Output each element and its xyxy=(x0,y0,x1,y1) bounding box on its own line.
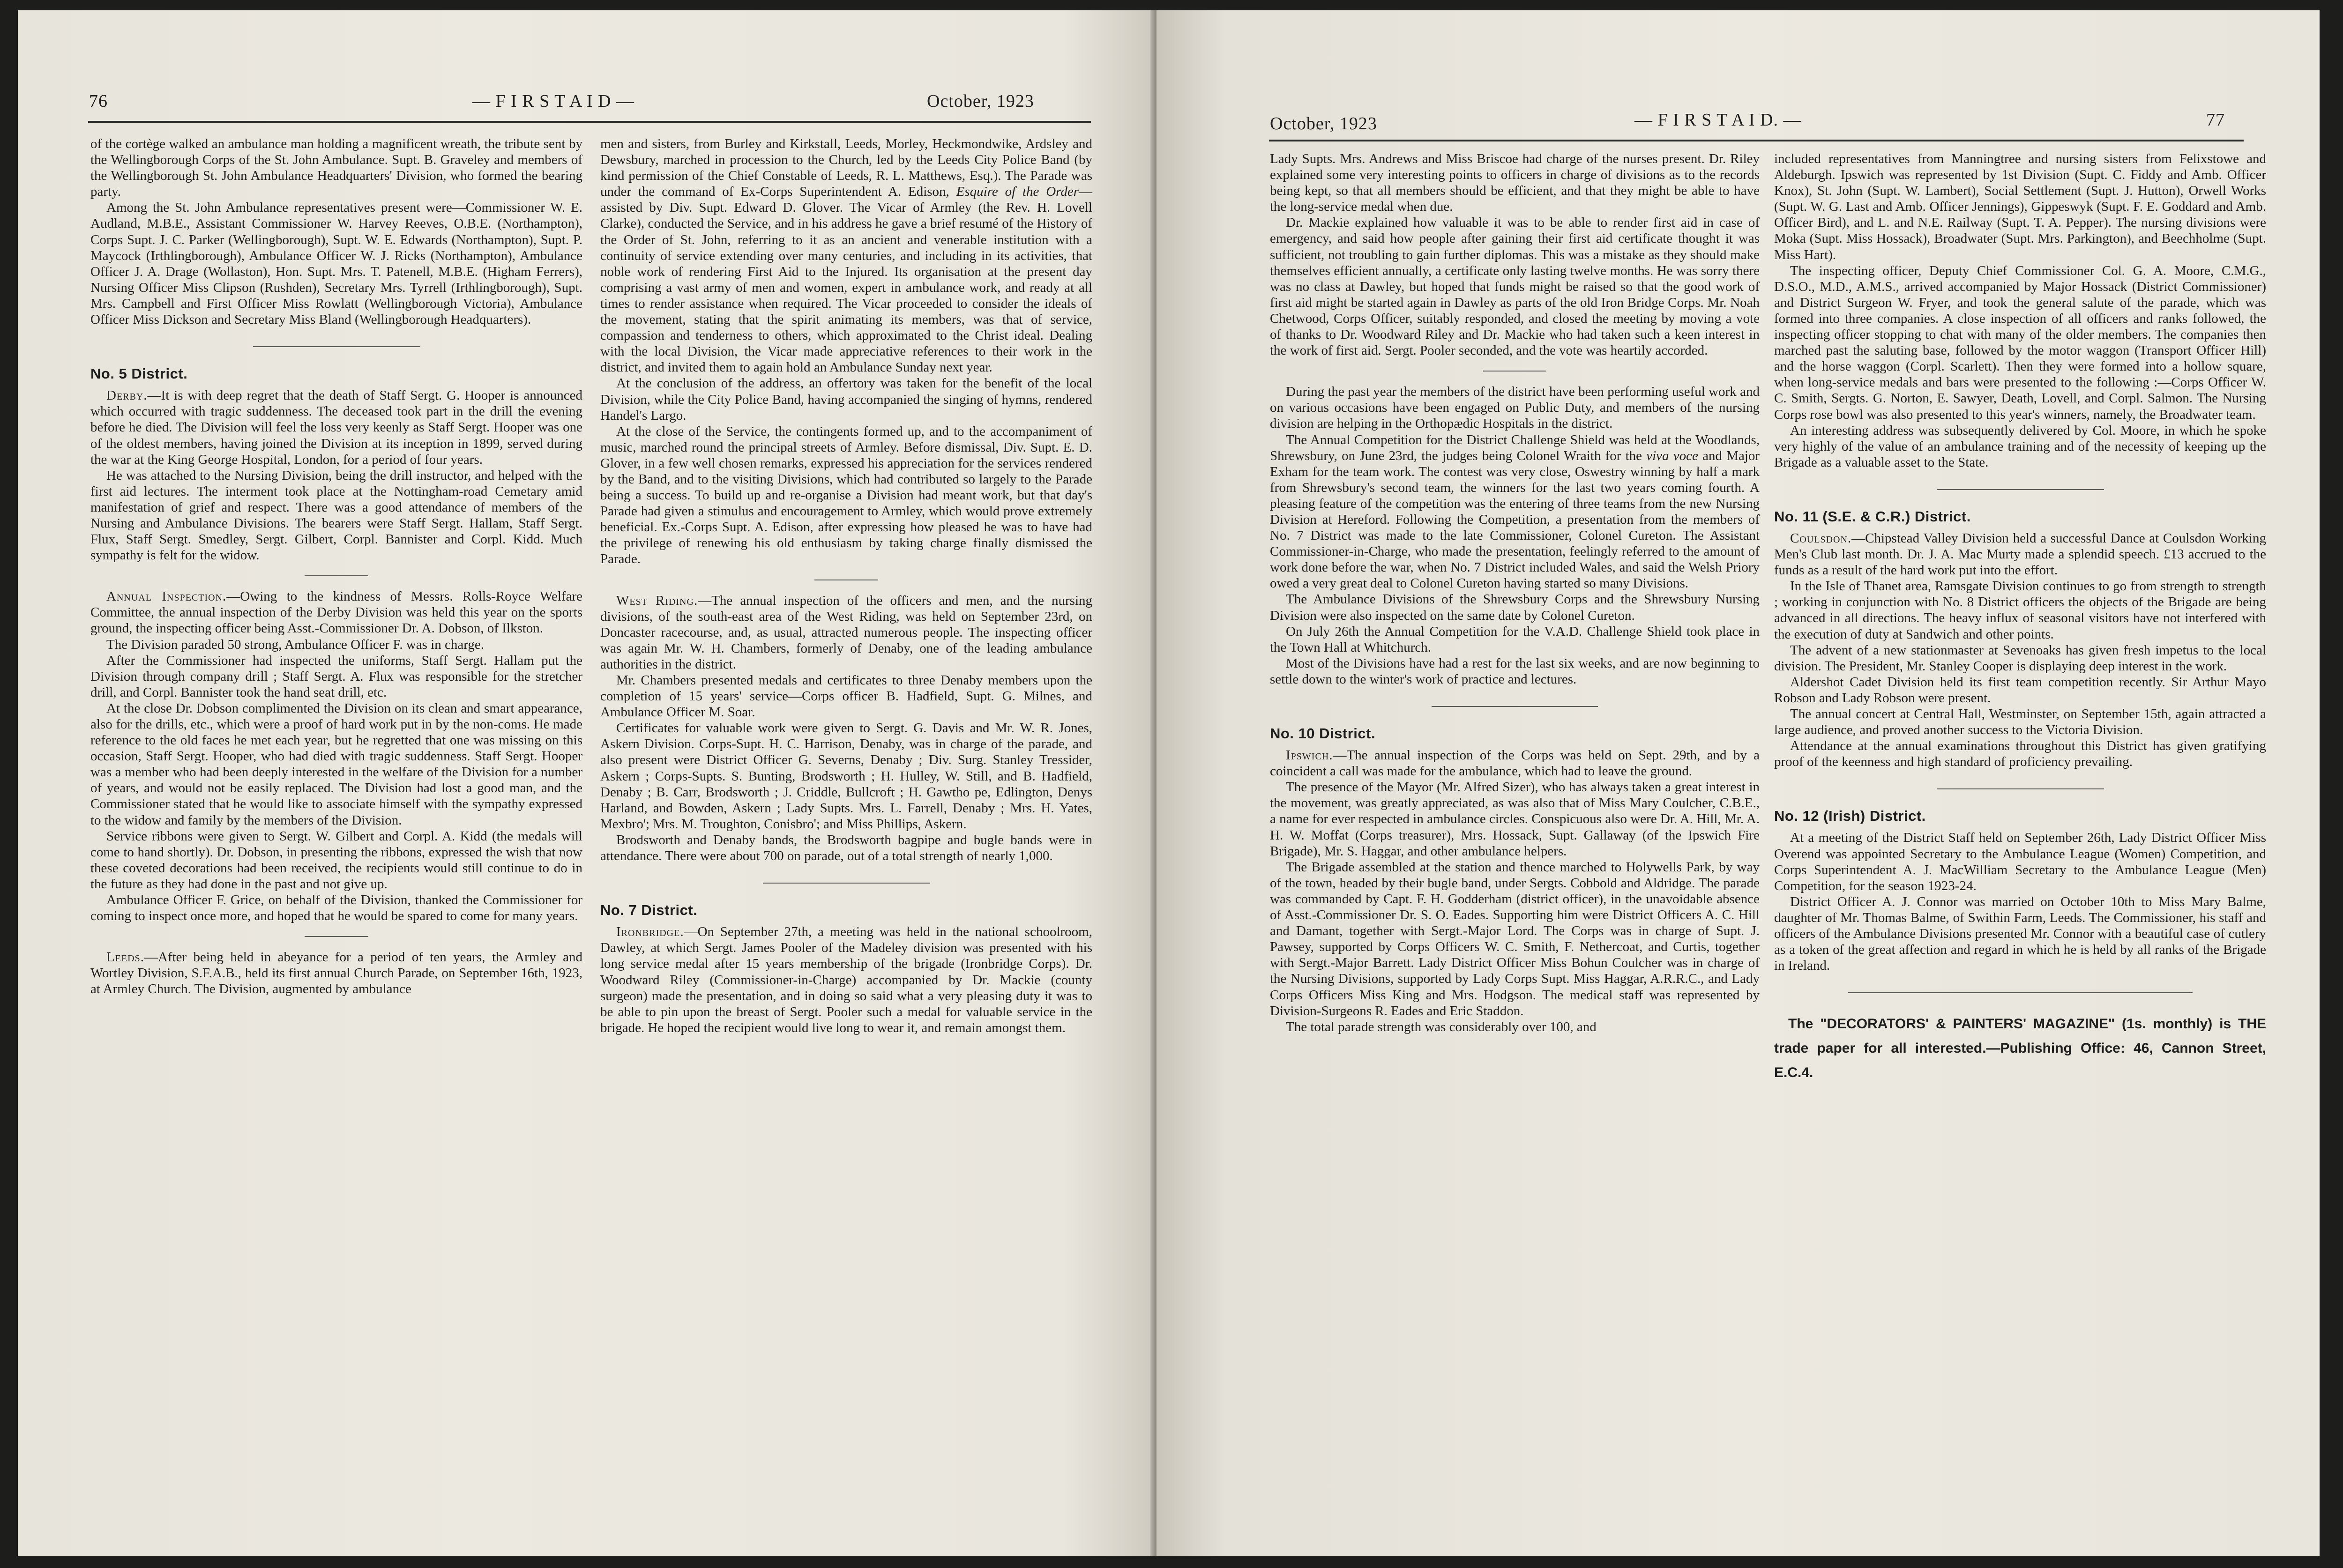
divider xyxy=(1937,489,2104,490)
paragraph: On July 26th the Annual Competition for the V.A.D. Challenge Shield took place in the Town Hall at Whitchurch. xyxy=(1270,624,1760,655)
running-title: — F I R S T A I D. — xyxy=(1634,110,1802,130)
paragraph: At a meeting of the District Staff held on September 26th, Lady District Officer Miss Overend was appointed Secretary to the Ambulance League (Women) Competition, and Corps Superintendent A. J. MacWilliam Secretary to the Ambulance League (Men) Competition, for the season 1923-24. xyxy=(1774,830,2266,893)
header-rule xyxy=(88,121,1091,123)
section-heading: No. 11 (S.E. & C.R.) District. xyxy=(1774,508,1971,525)
paragraph: The Annual Competition for the District Challenge Shield was held at the Woodlands, Shrewsbury, on June 23rd, the judges being Colonel Wraith for the viva voce and Major Exham for the team work. The contest was very close, Oswestry winning by half a mark from Shrewsbury's second team, the winners for the last two years coming fourth. A pleasing feature of the competition was the entering of three teams from the new Nursing Division at Hereford. Following the Competition, a presentation from the members of No. 7 District was made to the late Commissioner, Colonel Cureton. The Assistant Commissioner-in-Charge, who made the presentation, feelingly referred to the amount of work done before the war, when No. 7 District included Wales, and said the Welsh Priory owed a very great deal to Colonel Cureton having started so many Divisions. xyxy=(1270,432,1760,591)
paragraph: Coulsdon.—Chipstead Valley Division held a successful Dance at Coulsdon Working Men's Club last month. Dr. J. A. Mac Murty made a splendid speech. £13 accrued to the funds as a result of the hard work put into the effort. xyxy=(1774,530,2266,578)
paragraph: The Brigade assembled at the station and thence marched to Holywells Park, by way of the town, headed by their bugle band, under Sergts. Cobbold and Aldridge. The parade was commanded by Capt. F. H. Godderham (district officer), in the unavoidable absence of Asst.-Commissioner Dr. S. O. Eades. Supporting him were District Officers A. C. Hill and Damant, together with Sergt.-Major Lord. The Corps was in charge of Supt. J. Pawsey, supported by Corps Officers W. C. Smith, F. Nethercoat, and Curtis, together with Sergt.-Major Barrett. Lady District Officer Miss Bohun Coulcher was in charge of the Nursing Divisions, supported by Lady Corps Supt. Miss Haggar, A.R.R.C., and Lady Corps Officers Miss King and Mrs. Hodgson. The medical staff was represented by Division-Surgeons R. Eades and Eric Staddon. xyxy=(1270,859,1760,1018)
right-column-2 xyxy=(1774,151,2266,1085)
paragraph: The Division paraded 50 strong, Ambulance Officer F. was in charge. xyxy=(106,637,484,652)
run-in-heading: Annual Inspection. xyxy=(106,589,227,604)
section-heading: No. 7 District. xyxy=(600,902,698,919)
left-page xyxy=(18,10,1154,1556)
paragraph: Mr. Chambers presented medals and certificates to three Denaby members upon the completion of 15 years' service—Corps officer B. Hadfield, Supt. G. Milnes, and Ambulance Officer M. Soar. xyxy=(600,673,1092,720)
left-column-1 xyxy=(90,136,582,997)
paragraph: Ambulance Officer F. Grice, on behalf of the Division, thanked the Commissioner for coming to inspect once more, and hoped that he would be spared to come for many years. xyxy=(90,892,582,924)
run-in-heading: Derby. xyxy=(106,388,148,403)
left-column-2 xyxy=(600,136,1092,1036)
paragraph: Aldershot Cadet Division held its first team competition recently. Sir Arthur Mayo Robson and Lady Robson were present. xyxy=(1774,674,2266,706)
header-rule xyxy=(1269,140,2244,141)
paragraph: The advent of a new stationmaster at Sevenoaks has given fresh impetus to the local division. The President, Mr. Stanley Cooper is displaying deep interest in the work. xyxy=(1774,642,2266,674)
paragraph: At the close Dr. Dobson complimented the Division on its clean and smart appearance, also for the drills, etc., which were a proof of hard work put in by the non-coms. He made reference to the old faces he met each year, but he regretted that one was missing on this occasion, Staff Sergt. Hooper, who had died with tragic suddenness. Staff Sergt. Hooper was a member who had been deeply interested in the welfare of the Division for a number of years, and would not be easily replaced. The Division had lost a good man, and the Commissioner stated that he would like to associate himself with the sympathy expressed to the widow and family by the members of the Division. xyxy=(90,700,582,828)
page-number: 76 xyxy=(89,91,108,111)
running-title: — F I R S T A I D — xyxy=(472,91,634,111)
paragraph: Attendance at the annual examinations throughout this District has given gratifying proof of the keenness and high standard of proficiency prevailing. xyxy=(1774,738,2266,770)
divider xyxy=(253,346,420,347)
divider xyxy=(305,575,369,576)
run-in-heading: Ipswich. xyxy=(1286,748,1333,763)
paragraph: of the cortège walked an ambulance man holding a magnificent wreath, the tribute sent by the Wellingborough Corps of the St. John Ambulance. Supt. B. Graveley and members of the Wellingborough St. John Ambulance Headquarters' Division, who formed the bearing party. xyxy=(90,136,582,200)
paragraph: Leeds.—After being held in abeyance for a period of ten years, the Armley and Wortley Division, S.F.A.B., held its first annual Church Parade, on September 16th, 1923, at Armley Church. The Division, augmented by ambulance xyxy=(90,950,582,997)
paragraph: West Riding.—The annual inspection of the officers and men, and the nursing divisions, of the south-east area of the West Riding, was held on September 23rd, on Doncaster racecourse, and, as usual, attracted numerous people. The inspecting officer was again Mr. W. H. Chambers, formerly of Denaby, one of the leading ambulance authorities in the district. xyxy=(600,593,1093,672)
advertisement: The "DECORATORS' & PAINTERS' MAGAZINE" (1s. monthly) is THE trade paper for all interested.—Publishing Office: 46, Cannon Street, E.C.4. xyxy=(1774,1016,2266,1081)
divider xyxy=(763,883,930,884)
paragraph: Annual Inspection.—Owing to the kindness of Messrs. Rolls-Royce Welfare Committee, the annual inspection of the Derby Division was held this year on the sports ground, the inspecting officer being Asst.-Commissioner Dr. A. Dobson, of Ilkston. xyxy=(90,589,582,636)
paragraph: After the Commissioner had inspected the uniforms, Staff Sergt. Hallam put the Division through company drill ; Staff Sergt. A. Flux was responsible for the stretcher drill, and Corpl. Bannister took the hand seat drill, etc. xyxy=(90,653,582,700)
run-in-heading: Ironbridge. xyxy=(616,924,684,940)
paragraph: Certificates for valuable work were given to Sergt. G. Davis and Mr. W. R. Jones, Askern Division. Corps-Supt. H. C. Harrison, Denaby, was in charge of the parade, and also present were District Officer G. Severns, Denaby ; Div. Surg. Stanley Tressider, Askern ; Corps-Supts. S. Bunting, Brodsworth ; H. Hulley, W. Still, and B. Hadfield, Denaby ; B. Carr, Brodsworth ; J. Criddle, Bullcroft ; H. Gawtho pe, Edlington, Denys Harland, and Bowden, Askern ; Lady Supts. Mrs. L. Farrell, Denaby ; Mrs. H. Yates, Mexbro'; Mrs. M. Troughton, Conisbro'; and Miss Phillips, Askern. xyxy=(600,721,1092,832)
paragraph: The total parade strength was considerably over 100, and xyxy=(1286,1019,1597,1034)
page-number: 77 xyxy=(2206,110,2225,130)
paragraph: The annual concert at Central Hall, Westminster, on September 15th, again attracted a large audience, and proved another success to the Victoria Division. xyxy=(1774,706,2266,738)
paragraph: In the Isle of Thanet area, Ramsgate Division continues to go from strength to strength ; working in conjunction with No. 8 District officers the objects of the Brigade are being advanced in all directions. The heavy influx of seasonal visitors have not interfered with the execution of duty at Sandwich and other points. xyxy=(1774,579,2266,642)
paragraph: Dr. Mackie explained how valuable it was to be able to render first aid in case of emergency, and said how people after gaining their first aid certificate thought it was sufficient, not troubling to gain further diplomas. This was a mistake as they should make themselves efficient annually, a certificate only lasting twelve months. He was sorry there was no class at Dawley, but hoped that funds might be raised so that the good work of first aid might be started again in Dawley as parts of the old Iron Bridge Corps. Mr. Noah Chetwood, Corps Officer, suitably responded, and closed the meeting by moving a vote of thanks to Dr. Woodward Riley and Dr. Mackie who had taken such a keen interest in the work of first aid. Sergt. Pooler seconded, and the vote was heartily accorded. xyxy=(1270,215,1760,358)
paragraph: He was attached to the Nursing Division, being the drill instructor, and helped with the first aid lectures. The interment took place at the Nottingham-road Cemetary amid manifestation of grief and respect. There was a good attendance of members of the Nursing and Ambulance Divisions. The bearers were Staff Sergt. Hallam, Staff Sergt. Flux, Staff Sergt. Smedley, Sergt. Gilbert, Corpl. Bannister and Corpl. Kidd. Much sympathy is felt for the widow. xyxy=(90,468,582,563)
section-heading: No. 10 District. xyxy=(1270,725,1376,742)
right-page xyxy=(1157,10,2320,1556)
run-in-heading: Coulsdon. xyxy=(1790,530,1852,546)
issue-date: October, 1923 xyxy=(1270,114,1377,134)
paragraph: The Ambulance Divisions of the Shrewsbury Corps and the Shrewsbury Nursing Division were also inspected on the same date by Colonel Cureton. xyxy=(1270,592,1760,623)
paragraph: Lady Supts. Mrs. Andrews and Miss Briscoe had charge of the nurses present. Dr. Riley explained some very interesting points to officers in charge of divisions as to the records being kept, so that all members should be efficient, and that they might be able to have the long-service medal when due. xyxy=(1270,151,1760,215)
divider xyxy=(1432,706,1598,707)
paragraph: Brodsworth and Denaby bands, the Brodsworth bagpipe and bugle bands were in attendance. There were about 700 on parade, out of a total strength of nearly 1,000. xyxy=(600,832,1092,864)
right-column-1 xyxy=(1270,151,1760,1035)
paragraph: Most of the Divisions have had a rest for the last six weeks, and are now beginning to settle down to the winter's work of practice and lectures. xyxy=(1270,655,1760,687)
paragraph: Service ribbons were given to Sergt. W. Gilbert and Corpl. A. Kidd (the medals will come to hand shortly). Dr. Dobson, in presenting the ribbons, expressed the wish that now these coveted decorations had been received, the recipients would still continue to do in the future as they had done in the past and not give up. xyxy=(90,828,582,892)
paragraph: included representatives from Manningtree and nursing sisters from Felixstowe and Aldeburgh. Ipswich was represented by 1st Division (Supt. C. Fiddy and Amb. Officer Knox), St. John (Supt. W. Lambert), Social Settlement (Supt. J. Hutton), Orwell Works (Supt. W. G. Last and Amb. Officer Jennings), Gippeswyk (Supt. F. E. Goddard and Amb. Officer Bird), and L. and N.E. Railway (Supt. T. A. Pepper). The nursing divisions were Moka (Supt. Miss Hossack), Broadwater (Supt. Mrs. Parkington), and Beechholme (Supt. Miss Hart). xyxy=(1774,151,2266,262)
run-in-heading: West Riding. xyxy=(616,593,698,608)
paragraph: men and sisters, from Burley and Kirkstall, Leeds, Morley, Heckmondwike, Ardsley and Dewsbury, marched in procession to the Church, led by the Leeds City Police Band (by kind permission of the Chief Constable of Leeds, R. L. Matthews, Esq.). The Parade was under the command of Ex-Corps Superintendent A. Edison, Esquire of the Order—assisted by Div. Supt. Edward D. Glover. The Vicar of Armley (the Rev. H. Lovell Clarke), conducted the Service, and in his address he gave a brief resumé of the History of the Order of St. John, referring to it as an ancient and venerable institution with a continuity of service extending over many centuries, and including in its activities, that noble work of rendering First Aid to the Injured. Its organisation at the present day comprising a vast army of men and women, expert in ambulance work, and ready at all times to render assistance when required. The Vicar proceeded to consider the ideals of the movement, stating that the spirit animating its members, was that of service, compassion and tenderness to others, which approximated to the Christ ideal. Dealing with the local Division, the Vicar made appreciative references to their work in the district, and invited them to again hold an Ambulance Sunday next year. xyxy=(600,136,1093,375)
paragraph: During the past year the members of the district have been performing useful work and on various occasions have been engaged on Public Duty, and members of the nursing division are helping in the Orthopædic Hospitals in the district. xyxy=(1270,384,1760,431)
issue-date: October, 1923 xyxy=(927,91,1034,111)
run-in-heading: Leeds. xyxy=(106,950,144,965)
paragraph: At the conclusion of the address, an offertory was taken for the benefit of the local Division, while the City Police Band, having accompanied the singing of hymns, rendered Handel's Largo. xyxy=(600,376,1092,423)
paragraph: District Officer A. J. Connor was married on October 10th to Miss Mary Balme, daughter of Mr. Thomas Balme, of Swithin Farm, Leeds. The Commissioner, his staff and officers of the Ambulance Divisions presented Mr. Connor with a beautiful case of cutlery as a token of the great affection and regard in which he is held by all ranks of the Brigade in Ireland. xyxy=(1774,894,2266,973)
paragraph: The presence of the Mayor (Mr. Alfred Sizer), who has always taken a great interest in the movement, was greatly appreciated, as was also that of Miss Mary Coulcher, C.B.E., a name for ever respected in ambulance circles. Conspicuous also were Dr. A. Hill, Mr. A. H. W. Moffat (Corps treasurer), Mrs. Hossack, Supt. Gallaway (of the Ipswich Fire Brigade), Mr. S. Haggar, and other ambulance helpers. xyxy=(1270,780,1760,859)
paragraph: Ironbridge.—On September 27th, a meeting was held in the national schoolroom, Dawley, at which Sergt. James Pooler of the Madeley division was presented with his long service medal after 15 years membership of the brigade (Ironbridge Corps). Dr. Woodward Riley (Commissioner-in-Charge) accompanied by Dr. Mackie (county surgeon) made the presentation, and in doing so said what a very pleasing duty it was to be able to pin upon the breast of Sergt. Pooler such a medal for valuable service in the brigade. He hoped the recipient would live long to wear it, and remain amongst them. xyxy=(600,924,1092,1035)
divider xyxy=(1937,788,2104,789)
paragraph: Derby.—It is with deep regret that the death of Staff Sergt. G. Hooper is announced which occurred with tragic suddenness. The deceased took part in the drill the evening before he died. The Division will feel the loss very keenly as Staff Sergt. Hooper was one of the oldest members, having joined the Division at its inception in 1899, served during the war at the King George Hospital, London, for a period of four years. xyxy=(90,388,582,467)
section-heading: No. 12 (Irish) District. xyxy=(1774,808,1926,825)
section-heading: No. 5 District. xyxy=(90,365,188,382)
paragraph: Among the St. John Ambulance representatives present were—Commissioner W. E. Audland, M.B.E., Assistant Commissioner W. Harvey Reeves, O.B.E. (Northampton), Corps Supt. J. C. Parker (Wellingborough), Supt. W. E. Edwards (Northampton), Supt. P. Maycock (Irthlingborough), Ambulance Officer W. J. Ricks (Northampton), Ambulance Officer J. A. Drage (Wollaston), Hon. Supt. Mrs. T. Patenell, M.B.E. (Higham Ferrers), Nursing Officer Miss Clipson (Rushden), Secretary Mrs. Tyrrell (Irthlingborough), Supt. Mrs. Campbell and First Officer Miss Rowlatt (Wellingborough Victoria), Ambulance Officer Miss Dickson and Secretary Miss Bland (Wellingborough Headquarters). xyxy=(90,200,582,327)
divider xyxy=(1483,371,1547,372)
paragraph: The inspecting officer, Deputy Chief Commissioner Col. G. A. Moore, C.M.G., D.S.O., M.D., A.M.S., arrived accompanied by Major Hossack (District Commissioner) and District Surgeon W. Fryer, and took the general salute of the parade, which was formed into three companies. A close inspection of all officers and ranks followed, the inspecting officer stopping to chat with many of the older members. The companies then marched past the saluting base, followed by the motor waggon (Transport Officer Hill) and the horse waggon (Corpl. Scarlett). Then they were formed into a hollow square, when long-service medals and bars were presented to the following :—Corps Officer W. C. Smith, Sergts. G. Norton, E. Sawyer, Death, Lovell, and Corpl. Salmon. The Nursing Corps rose bowl was also presented to this year's winners, namely, the Broadwater team. xyxy=(1774,263,2266,422)
divider xyxy=(1848,992,2193,993)
paragraph: An interesting address was subsequently delivered by Col. Moore, in which he spoke very highly of the value of an ambulance training and of the necessity of keeping up the Brigade as a valuable asset to the State. xyxy=(1774,423,2266,470)
divider xyxy=(305,936,369,937)
paragraph: At the close of the Service, the contingents formed up, and to the accompaniment of music, marched round the principal streets of Armley. Before dismissal, Div. Supt. E. D. Glover, in a few well chosen remarks, expressed his appreciation for the services rendered by the Band, and to the visiting Divisions, which had contributed so largely to the Parade being a success. To build up and re-organise a Division had meant work, but that day's Parade had given a stimulus and encouragement to Armley, which would prove extremely beneficial. Ex.-Corps Supt. A. Edison, after expressing how pleased he was to have had the privilege of renewing his old enthusiasm by taking charge finally dismissed the Parade. xyxy=(600,424,1092,567)
paragraph: Ipswich.—The annual inspection of the Corps was held on Sept. 29th, and by a coincident a call was made for the ambulance, which had to leave the ground. xyxy=(1270,748,1760,779)
